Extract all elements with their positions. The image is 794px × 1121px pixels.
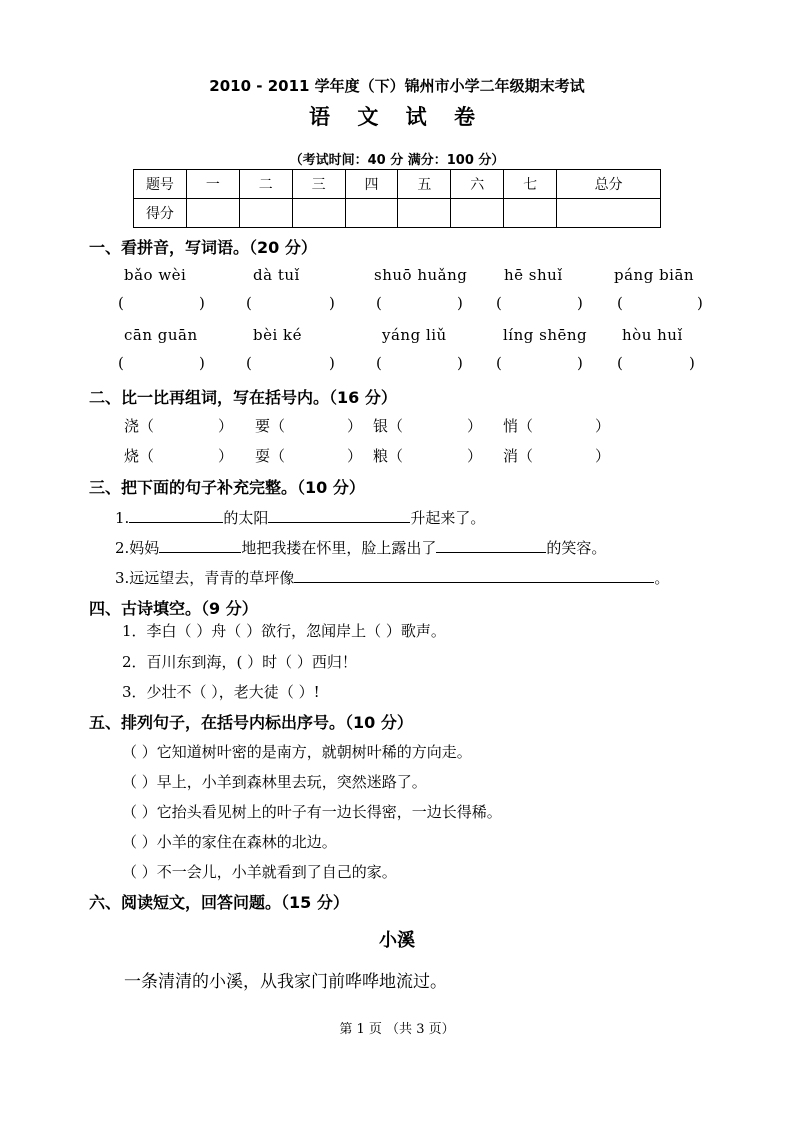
answer-paren-close[interactable]: ） (218, 447, 234, 465)
sentence-text: 2.妈妈 (115, 539, 160, 557)
order-item[interactable]: （ ）小羊的家住在森林的北边。 (122, 833, 337, 851)
passage-title: 小溪 (379, 930, 415, 951)
char-prompt: 浇（ (124, 417, 155, 435)
score-cell[interactable] (504, 199, 557, 228)
pinyin-item: páng biān (614, 266, 695, 284)
sentence-text: 升起来了。 (410, 509, 486, 527)
section-1-heading: 一、看拼音，写词语。（20 分） (89, 238, 317, 257)
char-prompt: 悄（ (503, 417, 534, 435)
answer-paren-open[interactable]: ( (118, 294, 124, 312)
sentence-text: 地把我搂在怀里，脸上露出了 (241, 539, 437, 557)
score-table-header-row (134, 170, 661, 199)
pinyin-item: dà tuǐ (253, 266, 300, 284)
score-cell[interactable] (557, 199, 661, 228)
answer-paren-close[interactable]: ） (347, 447, 363, 465)
answer-paren-open[interactable]: ( (376, 294, 382, 312)
fill-blank[interactable] (268, 506, 410, 523)
pinyin-item: hòu huǐ (622, 326, 683, 344)
answer-paren-open[interactable]: ( (246, 354, 252, 372)
fill-blank[interactable] (159, 536, 241, 553)
table-cell: 五 (398, 170, 451, 199)
order-item[interactable]: （ ）不一会儿，小羊就看到了自己的家。 (122, 863, 397, 881)
answer-paren-close[interactable]: ） (347, 417, 363, 435)
fill-blank[interactable] (294, 566, 654, 583)
score-cell[interactable] (186, 199, 239, 228)
answer-paren-close[interactable]: ) (329, 354, 335, 372)
poem-line-1[interactable]: 1．李白（ ）舟（ ）欲行，忽闻岸上（ ）歌声。 (122, 622, 446, 640)
table-cell: 三 (292, 170, 345, 199)
answer-paren-close[interactable]: ) (199, 354, 205, 372)
table-cell: 得分 (134, 199, 187, 228)
answer-paren-close[interactable]: ) (457, 354, 463, 372)
answer-paren-open[interactable]: ( (376, 354, 382, 372)
section-3-heading: 三、把下面的句子补充完整。（10 分） (89, 478, 365, 497)
exam-title-line: 2010 - 2011 学年度（下）锦州市小学二年级期末考试 (209, 77, 585, 95)
poem-line-2[interactable]: 2．百川东到海，( ）时（ ）西归！ (122, 653, 357, 671)
answer-paren-close[interactable]: ) (457, 294, 463, 312)
char-prompt: 耍（ (255, 447, 286, 465)
section-6-heading: 六、阅读短文，回答问题。（15 分） (89, 893, 349, 912)
sentence-1 (115, 506, 485, 528)
page-number: 第 1 页 （共 3 页） (339, 1022, 455, 1037)
score-cell[interactable] (398, 199, 451, 228)
table-cell: 总分 (557, 170, 661, 199)
table-cell: 二 (239, 170, 292, 199)
sentence-text: 1. (115, 509, 130, 527)
sentence-text: 3.远远望去，青青的草坪像 (115, 569, 295, 587)
pinyin-item: bǎo wèi (124, 266, 187, 284)
pinyin-item: líng shēng (503, 326, 588, 344)
table-cell: 六 (451, 170, 504, 199)
score-cell[interactable] (239, 199, 292, 228)
section-2-heading: 二、比一比再组词，写在括号内。（16 分） (89, 388, 397, 407)
answer-paren-close[interactable]: ） (467, 417, 483, 435)
section-5-heading: 五、排列句子，在括号内标出序号。（10 分） (89, 713, 413, 732)
poem-line-3[interactable]: 3．少壮不（ ），老大徒（ ）! (122, 683, 320, 701)
answer-paren-close[interactable]: ) (697, 294, 703, 312)
sentence-text: 。 (654, 569, 670, 587)
score-cell[interactable] (451, 199, 504, 228)
answer-paren-close[interactable]: ） (218, 417, 234, 435)
char-prompt: 银（ (373, 417, 404, 435)
answer-paren-close[interactable]: ） (467, 447, 483, 465)
sentence-3 (115, 566, 669, 588)
answer-paren-close[interactable]: ) (199, 294, 205, 312)
table-cell: 一 (186, 170, 239, 199)
char-prompt: 粮（ (373, 447, 404, 465)
score-table (133, 169, 661, 228)
pinyin-item: shuō huǎng (374, 266, 468, 284)
answer-paren-close[interactable]: ) (689, 354, 695, 372)
answer-paren-close[interactable]: ） (595, 447, 611, 465)
section-4-heading: 四、古诗填空。（9 分） (89, 599, 258, 618)
table-cell: 七 (504, 170, 557, 199)
pinyin-item: yáng liǔ (382, 326, 447, 344)
answer-paren-open[interactable]: ( (617, 294, 623, 312)
pinyin-item: bèi ké (253, 326, 303, 344)
char-prompt: 要（ (255, 417, 286, 435)
fill-blank[interactable] (436, 536, 546, 553)
sentence-2 (115, 536, 606, 558)
answer-paren-open[interactable]: ( (118, 354, 124, 372)
answer-paren-open[interactable]: ( (246, 294, 252, 312)
answer-paren-close[interactable]: ) (329, 294, 335, 312)
table-cell: 四 (345, 170, 398, 199)
answer-paren-close[interactable]: ) (577, 294, 583, 312)
sentence-text: 的笑容。 (546, 539, 607, 557)
table-cell: 题号 (134, 170, 187, 199)
exam-main-title: 语 文 试 卷 (309, 105, 485, 129)
fill-blank[interactable] (129, 506, 223, 523)
exam-info: （考试时间：40 分 满分：100 分） (289, 153, 505, 168)
score-cell[interactable] (292, 199, 345, 228)
answer-paren-open[interactable]: ( (496, 354, 502, 372)
pinyin-item: cān guān (124, 326, 198, 344)
sentence-text: 的太阳 (223, 509, 269, 527)
answer-paren-open[interactable]: ( (617, 354, 623, 372)
char-prompt: 消（ (503, 447, 534, 465)
order-item[interactable]: （ ）早上，小羊到森林里去玩，突然迷路了。 (122, 773, 427, 791)
char-prompt: 烧（ (124, 447, 155, 465)
answer-paren-open[interactable]: ( (496, 294, 502, 312)
score-cell[interactable] (345, 199, 398, 228)
score-table-score-row (134, 199, 661, 228)
passage-text: 一条清清的小溪，从我家门前哗哗地流过。 (124, 972, 447, 992)
answer-paren-close[interactable]: ） (595, 417, 611, 435)
order-item[interactable]: （ ）它抬头看见树上的叶子有一边长得密，一边长得稀。 (122, 803, 502, 821)
pinyin-item: hē shuǐ (504, 266, 563, 284)
answer-paren-close[interactable]: ) (577, 354, 583, 372)
order-item[interactable]: （ ）它知道树叶密的是南方，就朝树叶稀的方向走。 (122, 743, 472, 761)
